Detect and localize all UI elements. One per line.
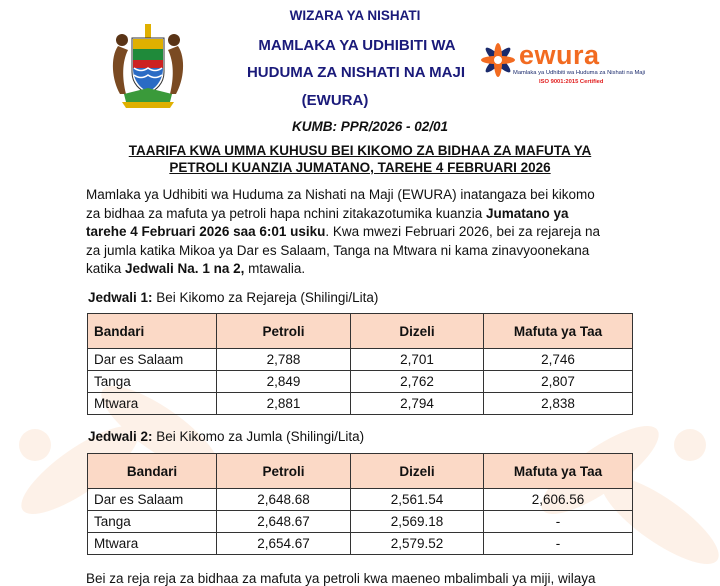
table-row <box>88 371 633 393</box>
diesel-price-cell: 2,762 <box>351 371 484 393</box>
announcement-title-line1: TAARIFA KWA UMMA KUHUSU BEI KIKOMO ZA BIDHAA ZA MAFUTA YA <box>128 143 592 158</box>
ewura-logo-tagline: Mamlaka ya Udhibiti wa Huduma za Nishati na Maji <box>513 70 646 76</box>
table2-caption: Jedwali 2: Bei Kikomo za Jumla (Shilingi/Lita) <box>88 429 365 444</box>
intro-line: katika Jedwali Na. 1 na 2, mtawalia. <box>86 261 306 277</box>
port-cell: Mtwara <box>88 393 217 415</box>
authority-name-line1: MAMLAKA YA UDHIBITI WA <box>258 37 456 54</box>
petrol-price-cell: 2,648.68 <box>217 489 351 511</box>
coat-of-arms-icon <box>104 18 192 114</box>
kerosene-price-cell: - <box>484 533 633 555</box>
column-header-diesel: Dizeli <box>351 454 484 489</box>
ewura-logo-icon <box>478 40 518 80</box>
table1-caption: Jedwali 1: Bei Kikomo za Rejareja (Shilingi/Lita) <box>88 290 379 305</box>
wholesale-price-table <box>87 453 633 555</box>
intro-line: Mamlaka ya Udhibiti wa Huduma za Nishati na Maji (EWURA) inatangaza bei kikomo <box>86 187 595 202</box>
ewura-logo-wordmark: ewura <box>519 40 600 70</box>
column-header-kerosene: Mafuta ya Taa <box>484 314 633 349</box>
kerosene-price-cell: 2,807 <box>484 371 633 393</box>
column-header-kerosene: Mafuta ya Taa <box>484 454 633 489</box>
intro-line: za jumla katika Mikoa ya Dar es Salaam, Tanga na Mtwara ni kama zinavyoonekana <box>86 242 590 258</box>
kerosene-price-cell: 2,606.56 <box>484 489 633 511</box>
petrol-price-cell: 2,648.67 <box>217 511 351 533</box>
announcement-title-line2: PETROLI KUANZIA JUMATANO, TAREHE 4 FEBRUARI 2026 <box>169 160 551 175</box>
port-cell: Dar es Salaam <box>88 349 217 371</box>
table-header-row <box>88 454 633 489</box>
column-header-petrol: Petroli <box>217 314 351 349</box>
diesel-price-cell: 2,579.52 <box>351 533 484 555</box>
table-row <box>88 489 633 511</box>
column-header-port: Bandari <box>88 454 217 489</box>
kerosene-price-cell: 2,746 <box>484 349 633 371</box>
table-row <box>88 349 633 371</box>
table-row <box>88 533 633 555</box>
continuation-paragraph: Bei za reja reja za bidhaa za mafuta ya petroli kwa maeneo mbalimbali ya miji, wilaya <box>86 571 596 586</box>
column-header-port: Bandari <box>88 314 217 349</box>
port-cell: Tanga <box>88 511 217 533</box>
diesel-price-cell: 2,794 <box>351 393 484 415</box>
port-cell: Tanga <box>88 371 217 393</box>
column-header-petrol: Petroli <box>217 454 351 489</box>
column-header-diesel: Dizeli <box>351 314 484 349</box>
port-cell: Mtwara <box>88 533 217 555</box>
authority-name-line2: HUDUMA ZA NISHATI NA MAJI <box>246 64 466 81</box>
petrol-price-cell: 2,788 <box>217 349 351 371</box>
retail-price-table <box>87 313 633 415</box>
petrol-price-cell: 2,849 <box>217 371 351 393</box>
table-row <box>88 511 633 533</box>
kerosene-price-cell: 2,838 <box>484 393 633 415</box>
authority-acronym: (EWURA) <box>301 92 369 109</box>
kerosene-price-cell: - <box>484 511 633 533</box>
petrol-price-cell: 2,654.67 <box>217 533 351 555</box>
port-cell: Dar es Salaam <box>88 489 217 511</box>
intro-paragraph <box>86 186 636 279</box>
intro-line: za bidhaa za mafuta ya petroli hapa nchini zitakazotumika kuanzia Jumatano ya <box>86 205 569 221</box>
petrol-price-cell: 2,881 <box>217 393 351 415</box>
ministry-name: WIZARA YA NISHATI <box>289 8 421 23</box>
intro-line: tarehe 4 Februari 2026 saa 6:01 usiku. Kwa mwezi Februari 2026, bei za rejareja na <box>86 224 601 240</box>
diesel-price-cell: 2,569.18 <box>351 511 484 533</box>
iso-certification: ISO 9001:2015 Certified <box>539 79 604 85</box>
diesel-price-cell: 2,561.54 <box>351 489 484 511</box>
table-header-row <box>88 314 633 349</box>
diesel-price-cell: 2,701 <box>351 349 484 371</box>
reference-number: KUMB: PPR/2026 - 02/01 <box>291 119 449 134</box>
table-row <box>88 393 633 415</box>
